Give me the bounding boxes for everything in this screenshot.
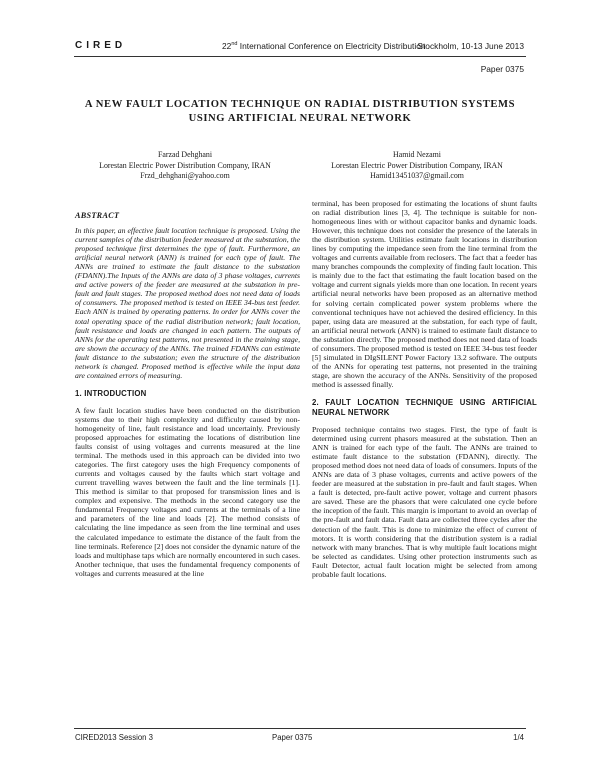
author-block-1 [70,150,300,182]
author-email: Hamid13451037@gmail.com [370,171,464,180]
left-column [75,211,300,578]
abstract-heading: ABSTRACT [75,211,120,220]
introduction-continuation: terminal, has been proposed for estimating the locations of shunt faults on radial distribution lines [3, 4]. The technique is suitable for non-homogeneous lines with or without capacitor banks and dynamic loads. However, this technique does not consider the presence of the laterals in the distribution system. Utilities estimate fault locations in distribution lines by computing the impedance seen from the line terminal from the voltages and currents available from reclosers. The fact that a feeder has many branches compounds the complexity of finding fault location. This is mainly due to the fact that estimating the fault location based on the voltage and current signals yields more than one location. In recent years artificial neural networks have been proposed as an alternative method for solving certain complicated power system problems where the conventional techniques have not achieved the desired efficiency. In this paper, using data are measured at the substation, for each type of fault, an artificial neural network (ANN) is trained to estimate fault distance to the substation directly. The proposed method does not need data of loads of consumers. The proposed method is tested on IEEE 34-bus test feeder [5] simulated in DIgSILENT Power Factory 13.2 software. The outputs of the ANNs for operating test patterns, not presented in the training stage, are shown the accuracy of the ANNs. Sensitivity of the proposed method is assessed finally. [312,199,537,389]
footer-page-number: 1/4 [513,733,524,742]
header-conference [222,41,426,51]
introduction-heading: 1. INTRODUCTION [75,388,147,398]
header-rule [74,56,526,57]
author-affiliation: Lorestan Electric Power Distribution Company, IRAN [99,160,271,170]
author-name: Farzad Dehghani [157,150,213,159]
right-column [312,199,537,579]
section2-heading: 2. FAULT LOCATION TECHNIQUE USING ARTIFICIAL NEURAL NETWORK [312,397,537,417]
author-name: Hamid Nezami [393,150,441,159]
paper-title: A NEW FAULT LOCATION TECHNIQUE ON RADIAL DISTRIBUTION SYSTEMS USING ARTIFICIAL NEURAL NETWORK [84,99,516,124]
section2-text: Proposed technique contains two stages. First, the type of fault is determined using current phasors measured at the substation. Then an ANN is trained for each type of the fault. The ANNs are trained to estimate fault distance to the substation (FDANN), directly. The proposed method does not need data of loads of consumers. Inputs of the ANNs are data of 3 phase voltages, currents and active powers of the feeder are measured at the substation in pre-fault and fault stages. When a fault is detected, pre-fault active power, voltage and current phasors are saved. These are the phasors that were calculated one cycle before the inception of the fault. This margin is important to avoid an overlap of the pre-fault and fault data. Fault data are collected three cycles after the detection of the fault. This is done to minimize the effect of current of motors. It is worth considering that the distribution system is a radial network with many branches. That is why multiple fault locations might be selected as candidates. Using other protection instruments such as Fault Detector, actual fault location might be selected from among probable fault locations. [312,424,537,579]
header-organization: CIRED [75,40,127,51]
footer-session: CIRED2013 Session 3 [75,733,154,742]
author-email: Frzd_dehghani@yahoo.com [140,171,230,180]
introduction-text: A few fault location studies have been conducted on the distribution systems due to their high complexity and difficulty caused by non-homogeneity of line, fault resistance and load uncertainly. Previously proposed approaches for estimating the locations of distribution line faults consist of using voltages and currents measured at the line terminal. The methods used in this approach can be divided into two categories. The first category uses the high Frequency components of currents and voltages caused by the faults which start voltage and current travelling waves between the fault and the line terminals [1]. This method is similar to that proposed for transmission lines and is complex and expensive. The methods in the second category use the fundamental Frequency voltages and currents at the terminals of a line and parameters of the line and loads [2]. The method consists of calculating the line impedance as seen from the line terminal and uses the calculated impedance to estimate the distance of the fault from the line terminals. Reference [2] does not consider the dynamic nature of the loads and multiphase taps which are normally encountered in such cases. Another technique, that uses the fundamental frequency components of voltages and currents measured at the line [75,405,300,578]
footer-paper-number: Paper 0375 [272,733,313,742]
paper-number: Paper 0375 [480,64,524,74]
header-location-date: Stockholm, 10-13 June 2013 [417,41,524,51]
author-affiliation: Lorestan Electric Power Distribution Company, IRAN [331,160,503,170]
conference-ordinal: 22 [222,41,232,51]
footer-rule [74,728,526,729]
author-block-2 [302,150,532,182]
conference-name: International Conference on Electricity Distribution [237,41,426,51]
conference-suffix: nd [231,41,238,48]
abstract-text: In this paper, an effective fault location technique is proposed. Using the current samples of the distribution feeder measured at the substation, the proposed technique first determines the type of fault. Furthermore, an artificial neural network (ANN) is trained for each type of fault. The ANNs are trained to estimate the fault distance to the substation (FDANN).The Inputs of the ANNs are data of 3 phase voltages, currents and active powers of the feeder are measured at the substation in pre-fault and fault stages. The proposed method does not need data of loads of consumers. The proposed method is tested on IEEE 34-bus test feeder. Each ANN is trained by operating patterns. In order for ANNs cover the total operating space of the radial distribution network; fault location, fault resistance and loads are changed in each pattern. The outputs of ANNs for the operating test patterns, not presented in the training stage, are shown the accuracy of the ANNs. The trained FDANNs can estimate fault distance to the substation; even the structure of the distribution network is changed. Proposed method is effective while the input data are contained errors of measuring. [75,226,300,380]
